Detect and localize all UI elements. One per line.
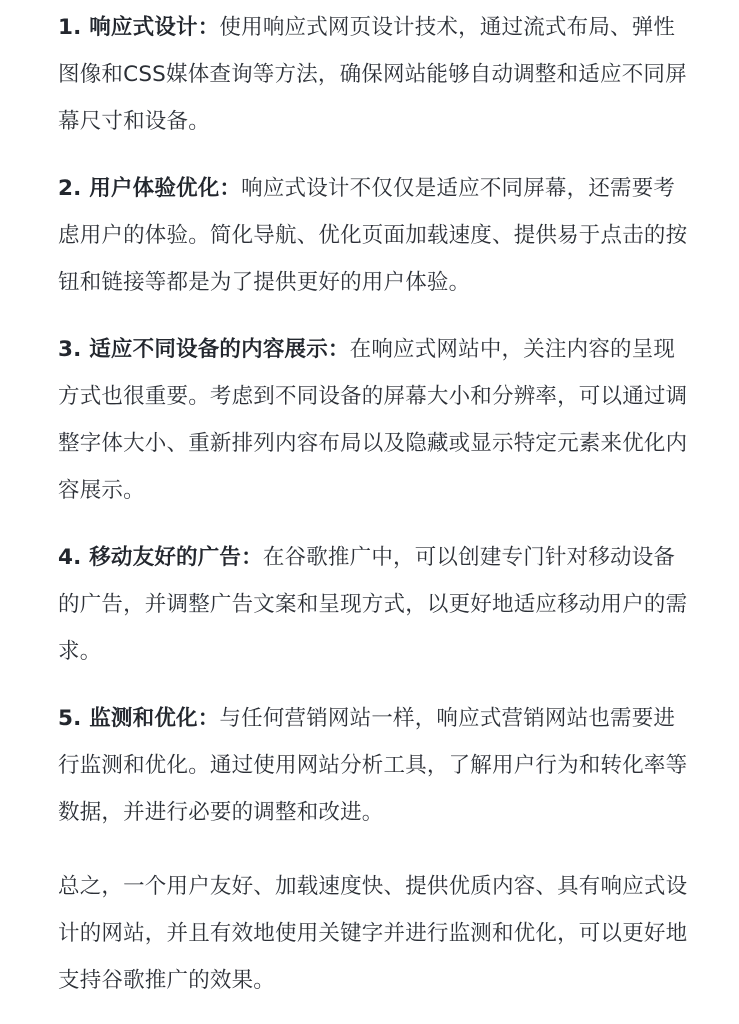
summary-paragraph: 总之，一个用户友好、加载速度快、提供优质内容、具有响应式设计的网站，并且有效地使用关键字并进行监测和优化，可以更好地支持谷歌推广的效果。: [58, 874, 688, 993]
item-title: 监测和优化：: [89, 706, 220, 731]
list-item: [58, 4, 695, 145]
item-text: 在谷歌推广中，可以创建专门针对移动设备的广告，并调整广告文案和呈现方式，以更好地适应移动用户的需求。: [58, 545, 688, 664]
item-title: 适应不同设备的内容展示：: [89, 337, 350, 362]
list-item: [58, 695, 695, 836]
item-title: 移动友好的广告：: [89, 545, 263, 570]
item-text: 使用响应式网页设计技术，通过流式布局、弹性图像和CSS媒体查询等方法，确保网站能够自动调整和适应不同屏幕尺寸和设备。: [58, 15, 687, 134]
item-number: 1.: [58, 15, 90, 40]
item-number: 2.: [58, 176, 90, 201]
item-text: 响应式设计不仅仅是适应不同屏幕，还需要考虑用户的体验。简化导航、优化页面加载速度、提供易于点击的按钮和链接等都是为了提供更好的用户体验。: [58, 176, 688, 295]
item-number: 3.: [58, 337, 90, 362]
item-title: 用户体验优化：: [89, 176, 242, 201]
list-item: [58, 534, 695, 675]
item-text: 与任何营销网站一样，响应式营销网站也需要进行监测和优化。通过使用网站分析工具，了解用户行为和转化率等数据，并进行必要的调整和改进。: [58, 706, 688, 825]
item-title: 响应式设计：: [89, 15, 220, 40]
item-number: 4.: [58, 545, 90, 570]
item-number: 5.: [58, 706, 90, 731]
list-item: [58, 326, 695, 514]
item-text: 在响应式网站中，关注内容的呈现方式也很重要。考虑到不同设备的屏幕大小和分辨率，可以通过调整字体大小、重新排列内容布局以及隐藏或显示特定元素来优化内容展示。: [58, 337, 688, 503]
list-item: [58, 165, 695, 306]
